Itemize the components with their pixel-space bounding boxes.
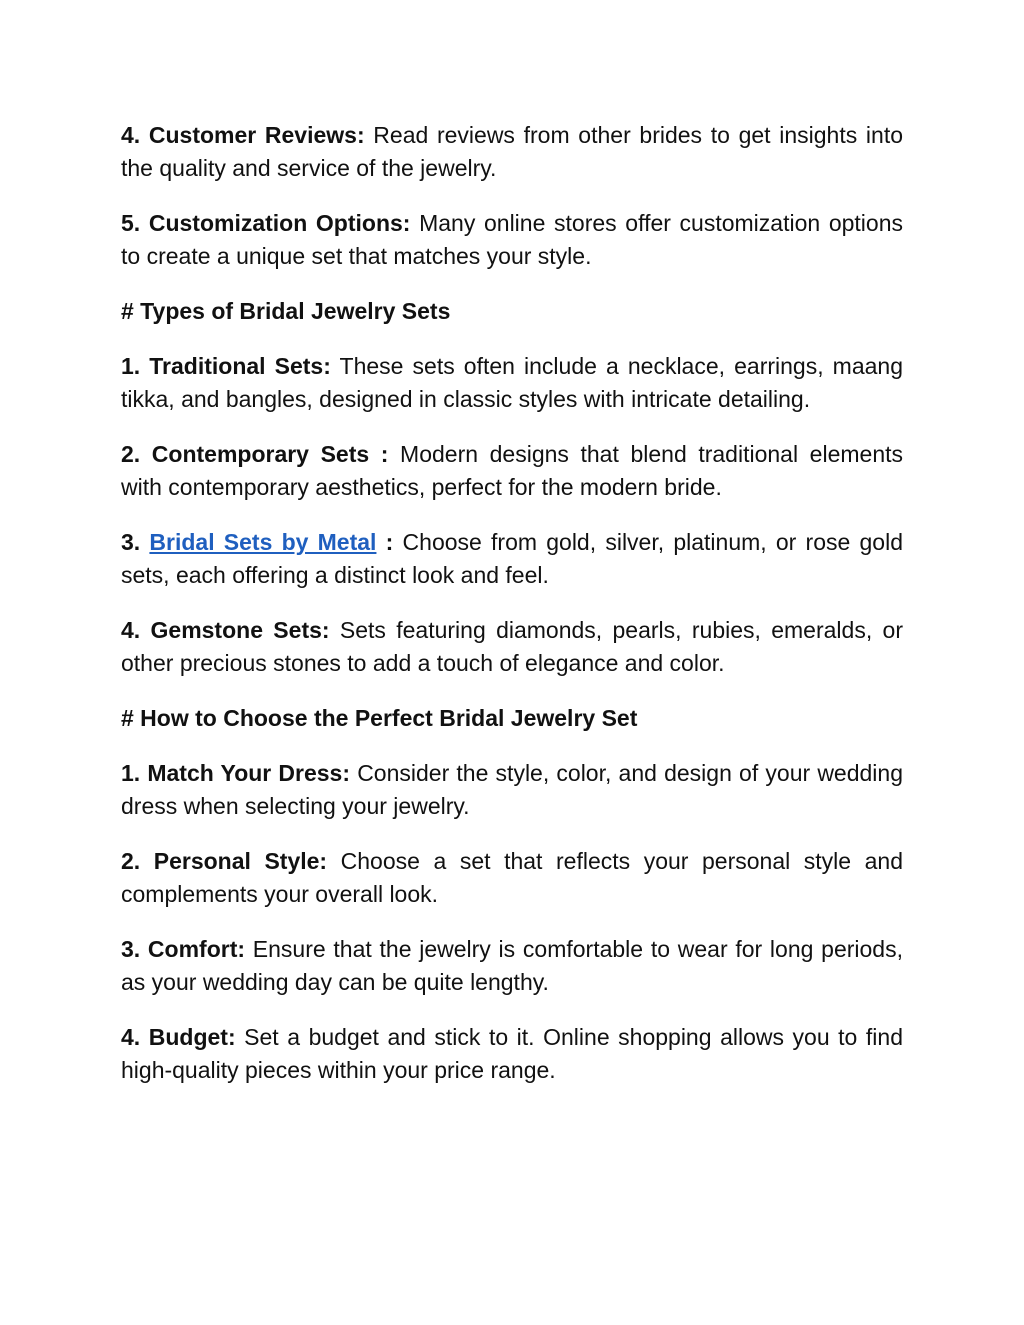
heading-types-of-sets: # Types of Bridal Jewelry Sets	[121, 298, 451, 324]
paragraph-text: Modern designs that blend traditional elements with contemporary aesthetics, perfect for the modern bride.	[121, 441, 904, 500]
bridal-sets-by-metal-link[interactable]: Bridal Sets by Metal	[149, 529, 377, 555]
paragraph-text: Many online stores offer customization options to create a unique set that matches your style.	[121, 210, 903, 269]
paragraph-text: These sets often include a necklace, earrings, maang tikka, and bangles, designed in classic styles with intricate detailing.	[121, 353, 903, 412]
paragraph-label: 4. Budget:	[121, 1024, 236, 1050]
paragraph-label: 5. Customization Options:	[121, 210, 411, 236]
paragraph-gemstone-sets	[121, 614, 903, 680]
paragraph-label: 1. Traditional Sets:	[121, 353, 331, 379]
paragraph-label: 2. Personal Style:	[121, 848, 328, 874]
paragraph-label: 4. Gemstone Sets:	[121, 617, 330, 643]
paragraph-personal-style	[121, 845, 903, 911]
paragraph-comfort	[121, 933, 903, 999]
paragraph-label: 2. Contemporary Sets :	[121, 441, 389, 467]
paragraph-customization-options	[121, 207, 903, 273]
paragraph-customer-reviews	[121, 119, 903, 185]
paragraph-text: Choose a set that reflects your personal style and complements your overall look.	[121, 848, 904, 907]
paragraph-text: Read reviews from other brides to get insights into the quality and service of the jewelry.	[121, 122, 904, 181]
paragraph-label: 4. Customer Reviews:	[121, 122, 365, 148]
paragraph-label-prefix: 3.	[121, 529, 150, 555]
paragraph-text: Consider the style, color, and design of your wedding dress when selecting your jewelry.	[121, 760, 903, 819]
paragraph-label: 3. Comfort:	[121, 936, 246, 962]
heading-how-to-choose: # How to Choose the Perfect Bridal Jewelry Set	[121, 705, 638, 731]
paragraph-bridal-sets-by-metal	[121, 526, 903, 592]
paragraph-traditional-sets	[121, 350, 903, 416]
paragraph-match-your-dress	[121, 757, 903, 823]
paragraph-text: Sets featuring diamonds, pearls, rubies, emeralds, or other precious stones to add a touch of elegance and color.	[121, 617, 903, 676]
paragraph-label: 1. Match Your Dress:	[121, 760, 351, 786]
paragraph-text: Ensure that the jewelry is comfortable to wear for long periods, as your wedding day can be quite lengthy.	[121, 936, 903, 995]
paragraph-text: Set a budget and stick to it. Online shopping allows you to find high-quality pieces within your price range.	[121, 1024, 903, 1083]
paragraph-contemporary-sets	[121, 438, 903, 504]
paragraph-label-suffix: :	[376, 529, 394, 555]
document-page	[121, 119, 903, 1109]
paragraph-text: Choose from gold, silver, platinum, or rose gold sets, each offering a distinct look and feel.	[121, 529, 903, 588]
paragraph-budget	[121, 1021, 903, 1087]
